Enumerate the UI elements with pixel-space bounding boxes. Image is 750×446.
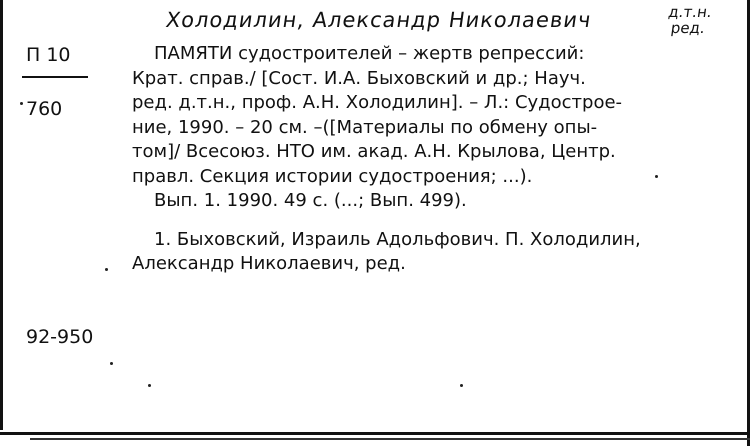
shelfmark-class: П 10 [26,44,71,66]
speck [105,268,108,271]
entry-line: том]/ Всесоюз. НТО им. акад. А.Н. Крылова, Центр. [132,141,616,162]
handwritten-note-role: ред. [669,19,707,37]
card-edge-bottom [0,432,750,435]
speck [20,102,23,105]
entry-line: Крат. справ./ [Сост. И.А. Быховский и др.; Науч. [132,67,586,89]
card-edge-bottom-shadow [30,438,750,440]
entry-title-line: ПАМЯТИ судостроителей – жертв репрессий: [154,43,585,64]
handwritten-author-heading: Холодилин, Александр Николаевич [164,8,594,32]
handwritten-role-note [650,4,728,36]
inventory-number: 92-950 [26,326,94,348]
shelfmark-rule [22,76,88,78]
bibliographic-entry [132,42,732,277]
handwritten-note-degree: д.т.н. [667,3,713,21]
entry-issue-line: Вып. 1. 1990. 49 с. (...; Вып. 499). [154,190,467,211]
speck [148,384,151,387]
tracings-line: 1. Быховский, Израиль Адольфович. П. Холодилин, [154,228,641,250]
speck [110,362,113,365]
entry-line: правл. Секция истории судостроения; ...). [132,165,533,187]
card-edge-left [0,0,3,430]
entry-line: ред. д.т.н., проф. А.Н. Холодилин]. – Л.: Судострое- [132,92,623,113]
tracings-line: Александр Николаевич, ред. [132,253,406,274]
speck [655,175,658,178]
entry-line: ние, 1990. – 20 см. –([Материалы по обмену опы- [132,116,598,138]
shelfmark-number: 760 [26,98,63,120]
speck [460,384,463,387]
